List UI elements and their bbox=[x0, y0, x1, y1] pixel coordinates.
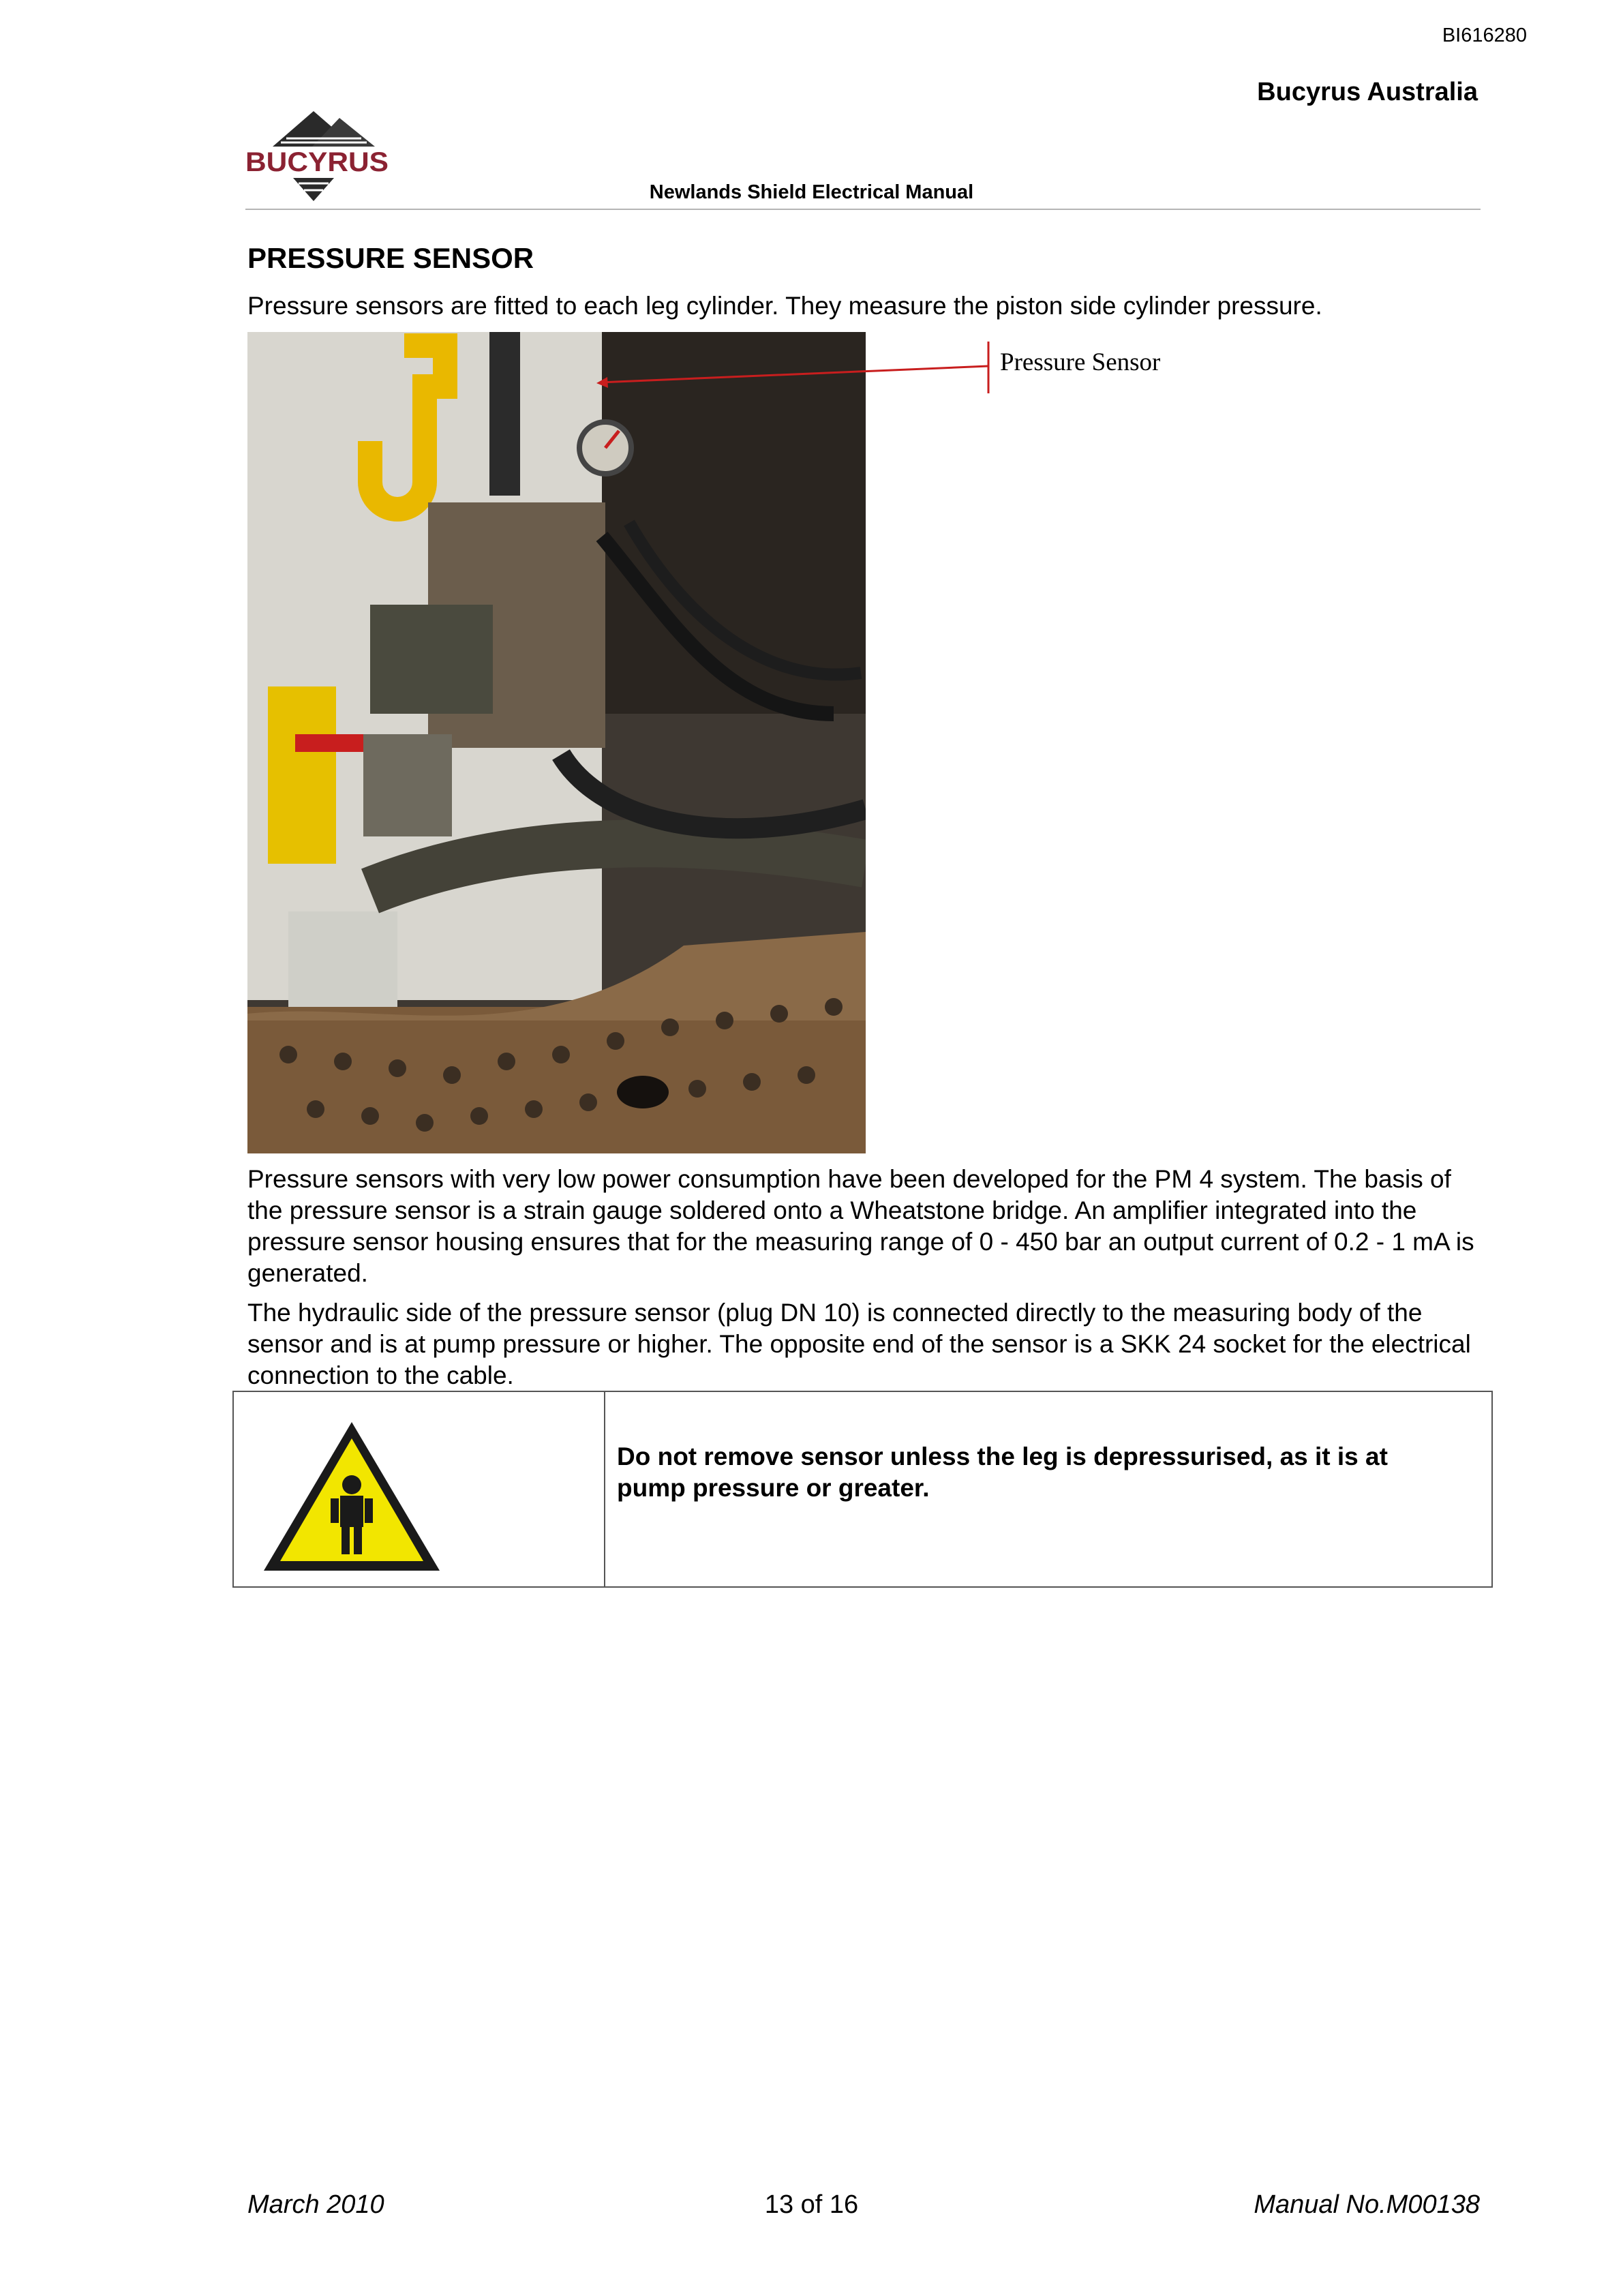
body-paragraph: The hydraulic side of the pressure sensor (plug DN 10) is connected directly to the measuring body of the sensor and is at pump pressure or higher. The opposite end of the sensor is a SKK 24 socket for the electrical connection to the cable. bbox=[247, 1299, 1471, 1389]
page-number: 13 of 16 bbox=[764, 2190, 859, 2219]
svg-text:BUCYRUS: BUCYRUS bbox=[245, 147, 389, 177]
pressure-sensor-photo bbox=[247, 332, 866, 1153]
header-divider bbox=[245, 209, 1481, 210]
manual-title: Newlands Shield Electrical Manual bbox=[649, 181, 974, 203]
section-heading: PRESSURE SENSOR bbox=[247, 242, 534, 274]
manual-number: Manual No.M00138 bbox=[1254, 2190, 1480, 2219]
warning-cell-divider bbox=[604, 1392, 605, 1586]
document-id: BI616280 bbox=[1442, 25, 1527, 46]
warning-text: Do not remove sensor unless the leg is depressurised, as it is at pump pressure or greater. bbox=[617, 1442, 1388, 1502]
body-paragraph: Pressure sensors with very low power consumption have been developed for the PM 4 system. The basis of the pressure sensor is a strain gauge soldered onto a Wheatstone bridge. An amplifier integrated into the pressure sensor housing ensures that for the measuring range of 0 - 450 bar an output current of 0.2 - 1 mA is generated. bbox=[247, 1165, 1474, 1287]
warning-box bbox=[232, 1391, 1493, 1588]
intro-text: Pressure sensors are fitted to each leg cylinder. They measure the piston side cylinder pressure. bbox=[247, 292, 1322, 320]
company-name: Bucyrus Australia bbox=[1257, 78, 1478, 106]
footer-date: March 2010 bbox=[247, 2190, 384, 2219]
pressure-sensor-callout: Pressure Sensor bbox=[1000, 348, 1161, 376]
warning-person-icon bbox=[260, 1418, 444, 1576]
